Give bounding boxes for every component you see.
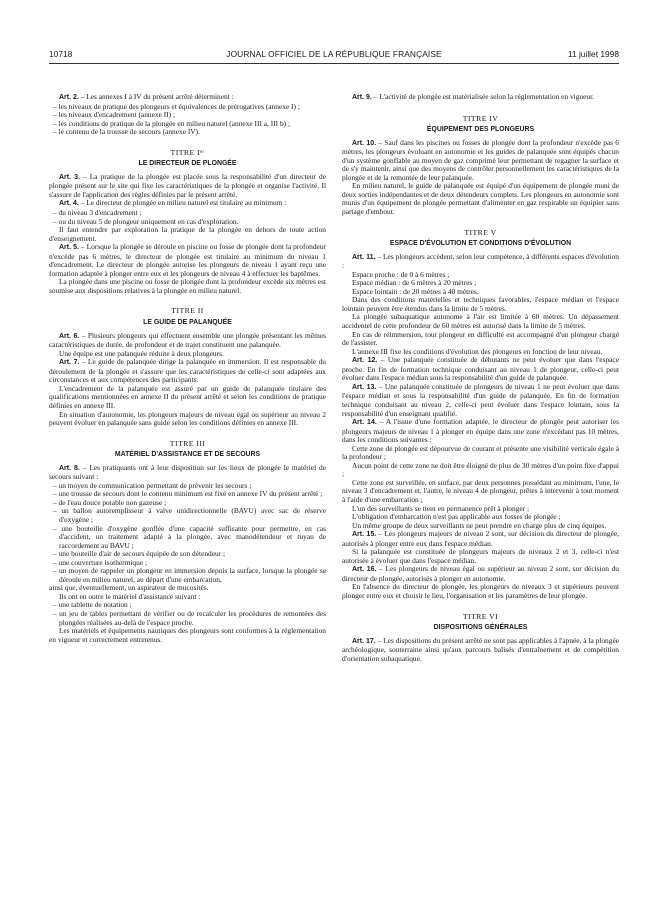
- article-14: [342, 418, 619, 530]
- article-text: – Le directeur de plongée en milieu naturel est titulaire au minimum :: [78, 198, 287, 208]
- article-4: [49, 199, 326, 243]
- title-subtitle: ESPACE D'ÉVOLUTION ET CONDITIONS D'ÉVOLUTION: [389, 240, 572, 248]
- list-item: – une tablette de notation ;: [49, 601, 326, 610]
- article-text: – L'activité de plongée est matérialisée selon la réglementation en vigueur.: [371, 92, 594, 101]
- article-6: [49, 332, 326, 359]
- paragraph: L'obligation d'embarcation n'est pas applicable aux fosses de plongée ;: [352, 512, 561, 522]
- paragraph: L'un des surveillants se tient en permanence prêt à plonger ;: [352, 503, 530, 513]
- paragraph: Une équipe est une palanquée réduite à deux plongeurs.: [59, 348, 224, 358]
- title-heading: TITRE IV: [462, 113, 499, 123]
- paragraph: Si la palanquée est constituée de plongeurs majeurs de niveaux 2 et 3, celle-ci n'est autorisée à évoluer que dans l'espace médian.: [342, 547, 619, 565]
- article-label: Art. 13.: [352, 383, 377, 391]
- article-label: Art. 4.: [59, 200, 79, 208]
- paragraph: Il faut entendre par exploration la pratique de la plongée en dehors de toute action d'enseignement.: [49, 225, 326, 243]
- title-heading: TITRE V: [464, 227, 497, 237]
- article-2: [49, 93, 326, 137]
- article-text: – Sauf dans les piscines ou fosses de plongée dont la profondeur n'excède pas 6 mètres, les plongeurs évoluant en autonomie et les guides de palanquée sont équipés chacun d'un système gonflable au moyen de gaz comprimé leur permettant de regagner la surface et de s'y maintenir, ainsi que des moyens de contrôler personnellement les caractéristiques de la plongée et de la remontée de leur palanquée.: [342, 137, 619, 182]
- list-item: – un moyen de communication permettant de prévenir les secours ;: [49, 482, 326, 491]
- list-item: – une bouteille d'oxygène gonflée d'une capacité suffisante pour permettre, en cas d'accident, un traitement adapté à la plongée, avec manodétendeur et tuyau de raccordement au BAVU ;: [49, 525, 326, 551]
- title-subtitle: MATÉRIEL D'ASSISTANCE ET DE SECOURS: [114, 451, 261, 459]
- title-heading: TITRE VI: [462, 611, 499, 621]
- list-item: – les niveaux d'encadrement (annexe II) ;: [49, 111, 326, 120]
- paragraph: Dans des conditions matérielles et techniques favorables, l'espace médian et l'espace lointain peuvent être étendus dans la limite de 5 mètres.: [342, 295, 619, 313]
- list-item: – de l'eau douce potable non gazeuse ;: [49, 499, 326, 508]
- list-item: – un ballon autoremplisseur à valve unidirectionnelle (BAVU) avec sac de réserve d'oxygène ;: [49, 507, 326, 524]
- list-item: – une couverture isothermique ;: [49, 559, 326, 568]
- article-text: – Les plongeurs majeurs de niveau 2 sont, sur décision du directeur de plongée, autorisés à plonger entre eux dans l'espace médian.: [342, 529, 619, 548]
- article-label: Art. 8.: [59, 464, 80, 472]
- list-item: Espace proche : de 0 à 6 mètres ;: [352, 269, 450, 279]
- list-item: – ou du niveau 5 de plongeur uniquement en cas d'exploration.: [49, 218, 326, 227]
- paragraph: En situation d'autonomie, les plongeurs majeurs de niveau égal ou supérieur au niveau 2 peuvent évoluer en palanquée sans guide selon les conditions définies en annexe III.: [49, 409, 326, 428]
- list-item: Espace lointain : de 20 mètres à 40 mètres.: [352, 286, 479, 296]
- article-3: [49, 173, 326, 200]
- article-label: Art. 14.: [352, 419, 377, 427]
- list-item: – du niveau 3 d'encadrement ;: [49, 209, 326, 218]
- article-10: [342, 139, 619, 217]
- article-label: Art. 5.: [59, 244, 79, 252]
- left-column: [49, 93, 326, 644]
- list-item: – un jeu de tables permettant de vérifier ou de recalculer les procédures de remontées des plongées réalisées au-delà de l'espace proche.: [49, 610, 326, 627]
- title-heading: TITRE II: [171, 306, 204, 316]
- title-subtitle: LE GUIDE DE PALANQUÉE: [143, 319, 232, 327]
- article-text: – Une palanquée constituée de plongeurs de niveau 1 ne peut évoluer que dans l'espace médian et sous la responsabilité d'un guide de palanquée. En fin de formation technique conduisant au niveau 2, celle-ci peut évoluer dans l'espace lointain, sous la responsabilité d'un enseignant qualifié.: [342, 381, 619, 418]
- list-item: – les conditions de pratique de la plongée en milieu naturel (annexe III a, III b) ;: [49, 120, 326, 129]
- article-16: [342, 565, 619, 600]
- article-label: Art. 16.: [352, 566, 377, 574]
- article-label: Art. 3.: [59, 173, 81, 181]
- article-label: Art. 7.: [59, 359, 80, 367]
- article-label: Art. 17.: [352, 637, 376, 645]
- paragraph: Un même groupe de deux surveillants ne peut prendre en charge plus de cinq équipes.: [352, 520, 607, 530]
- article-text: – A l'issue d'une formation adaptée, le directeur de plongée peut autoriser les plongeurs majeurs de niveau 1 à plonger en équipe dans une zone n'excédant pas 10 mètres, dans les conditions suivantes :: [342, 417, 619, 445]
- article-label: Art. 12.: [352, 357, 378, 365]
- list-item: – une trousse de secours dont le contenu minimum est fixé en annexe IV du présent arrêté ;: [49, 490, 326, 499]
- paragraph: En milieu naturel, le guide de palanquée est équipé d'un équipement de plongée muni de deux sorties indépendantes et de deux détendeurs complets. Les plongeurs en autonomie sont munis d'un équipement de plongée permettant d'alimenter en gaz respirable un équipier sans partage d'embout.: [342, 181, 619, 217]
- article-text: – Le guide de palanquée dirige la palanquée en immersion. Il est responsable du déroulement de la plongée et s'assure que les caractéristiques de celle-ci sont adaptées aux circonstances et aux compétences des participants.: [49, 357, 326, 385]
- paragraph: Aucun point de cette zone ne doit être éloigné de plus de 30 mètres d'un point fixe d'appui ;: [342, 460, 619, 479]
- article-text: – Les pratiquants ont à leur disposition sur les lieux de plongée le matériel de secours suivant :: [49, 462, 326, 482]
- article-label: Art. 9.: [352, 94, 372, 101]
- issue-date: 11 juillet 1998: [567, 49, 619, 59]
- header-rule: [49, 63, 619, 64]
- article-5: [49, 243, 326, 295]
- paragraph: Cette zone de plongée est dépourvue de courant et présente une visibilité verticale égale à la profondeur ;: [342, 443, 619, 462]
- article-17: [342, 637, 619, 664]
- article-9: [342, 93, 619, 103]
- article-13: [342, 383, 619, 418]
- article-11: [342, 253, 619, 357]
- paragraph: Cette zone est surveillée, en surface, par deux personnes possédant au minimum, l'une, le niveau 3 d'encadrement et, l'autre, le niveau 4 de plongeur, prêtes à intervenir à tout moment à l'aide d'une embarcation ;: [342, 477, 619, 504]
- paragraph: La plongée subaquatique autonome à l'air est limitée à 60 mètres. Un dépassement accidentel de cette profondeur de 60 mètres est autorisé dans la limite de 5 mètres.: [342, 312, 619, 331]
- title-subtitle: DISPOSITIONS GÉNÉRALES: [433, 624, 528, 632]
- title-heading: TITRE Iᵉʳ: [170, 147, 205, 157]
- article-label: Art. 2.: [59, 94, 79, 101]
- list-item: – un moyen de rappeler un plongeur en immersion depuis la surface, lorsque la plongée se déroule en milieu naturel, au départ d'une embarcation,: [49, 567, 326, 584]
- paragraph: En cas de réimmersion, tout plongeur en difficulté est accompagné d'un plongeur chargé de l'assister.: [342, 329, 619, 348]
- title-subtitle: LE DIRECTEUR DE PLONGÉE: [138, 160, 237, 168]
- article-label: Art. 15.: [352, 531, 377, 539]
- article-text: – Les plongeurs de niveau égal ou supérieur au niveau 2 sont, sur décision du directeur de plongée, autorisés à plonger en autonomie.: [342, 564, 620, 583]
- article-text: – Les annexes I à IV du présent arrêté déterminent :: [78, 92, 234, 101]
- list-item: Espace médian : de 6 mètres à 20 mètres ;: [352, 278, 477, 288]
- paragraph: L'annexe III fixe les conditions d'évolution des plongeurs en fonction de leur niveau.: [352, 346, 603, 356]
- article-text: – Les plongeurs accèdent, selon leur compétence, à différents espaces d'évolution :: [342, 251, 619, 271]
- title-heading: TITRE III: [169, 438, 206, 448]
- article-label: Art. 10.: [352, 139, 377, 147]
- article-text: – Plusieurs plongeurs qui effectuent ensemble une plongée présentant les mêmes caractéristiques de durée, de profondeur et de trajet constituent une palanquée.: [49, 330, 326, 350]
- paragraph: L'encadrement de la palanquée est assuré par un guide de palanquée titulaire des qualifications mentionnées en annexe II du présent arrêté et selon les conditions de pratique définies en annexe III.: [49, 383, 326, 410]
- list-item: – une bouteille d'air de secours équipée de son détendeur ;: [49, 550, 326, 559]
- paragraph: En l'absence du directeur de plongée, les plongeurs de niveaux 3 et supérieurs peuvent plonger entre eux et choisir le lieu, l'organisation et les paramètres de leur plongée.: [342, 582, 619, 600]
- article-text: – Une palanquée constituée de débutants ne peut évoluer que dans l'espace proche. En fin de formation technique conduisant au niveau 1 de plongeur, celle-ci peut évoluer dans l'espace médian sous la responsabilité d'un guide de palanquée.: [342, 355, 619, 383]
- article-12: [342, 356, 619, 383]
- page-number: 10718: [49, 49, 73, 59]
- paragraph: Ils ont en outre le matériel d'assistance suivant :: [59, 591, 201, 601]
- right-column: [342, 93, 619, 663]
- article-label: Art. 11.: [352, 253, 376, 261]
- list-item: – les niveaux de pratique des plongeurs et équivalences de prérogatives (annexe I) ;: [49, 103, 326, 112]
- page-header: [49, 49, 619, 63]
- article-text: – Lorsque la plongée se déroule en piscine ou fosse de plongée dont la profondeur n'excède pas 6 mètres, le directeur de plongée est titulaire au minimum du niveau 1 d'encadrement. Le directeur de plongée autorise les plongeurs de niveau 1 ayant reçu une formation adaptée à plonger entre eux et les plongeurs de niveau 4 à effectuer les baptêmes.: [49, 242, 326, 278]
- article-label: Art. 6.: [59, 332, 80, 340]
- article-8: [49, 464, 326, 644]
- paragraph: ainsi que, éventuellement, un aspirateur de mucosités.: [49, 583, 209, 593]
- paragraph: Les matériels et équipements nautiques des plongeurs sont conformes à la réglementation en vigueur et correctement entretenus.: [49, 626, 326, 644]
- article-text: – La pratique de la plongée est placée sous la responsabilité d'un directeur de plongée présent sur le site qui fixe les caractéristiques de la plongée et organise l'activité. Il s'assure de l'application des règles définies par le présent arrêté.: [49, 171, 326, 199]
- article-7: [49, 358, 326, 427]
- article-15: [342, 530, 619, 565]
- list-item: – le contenu de la trousse de secours (annexe IV).: [49, 128, 326, 137]
- journal-title: JOURNAL OFFICIEL DE LA RÉPUBLIQUE FRANÇAISE: [226, 49, 442, 59]
- paragraph: La plongée dans une piscine ou fosse de plongée dont la profondeur excède six mètres est soumise aux dispositions relatives à la plongée en milieu naturel.: [49, 277, 326, 295]
- article-text: – Les dispositions du présent arrêté ne sont pas applicables à l'apnée, à la plongée archéologique, souterraine ainsi qu'aux parcours balisés d'entraînement et de compétition d'orientation subaquatique.: [342, 635, 620, 663]
- title-subtitle: ÉQUIPEMENT DES PLONGEURS: [426, 126, 535, 134]
